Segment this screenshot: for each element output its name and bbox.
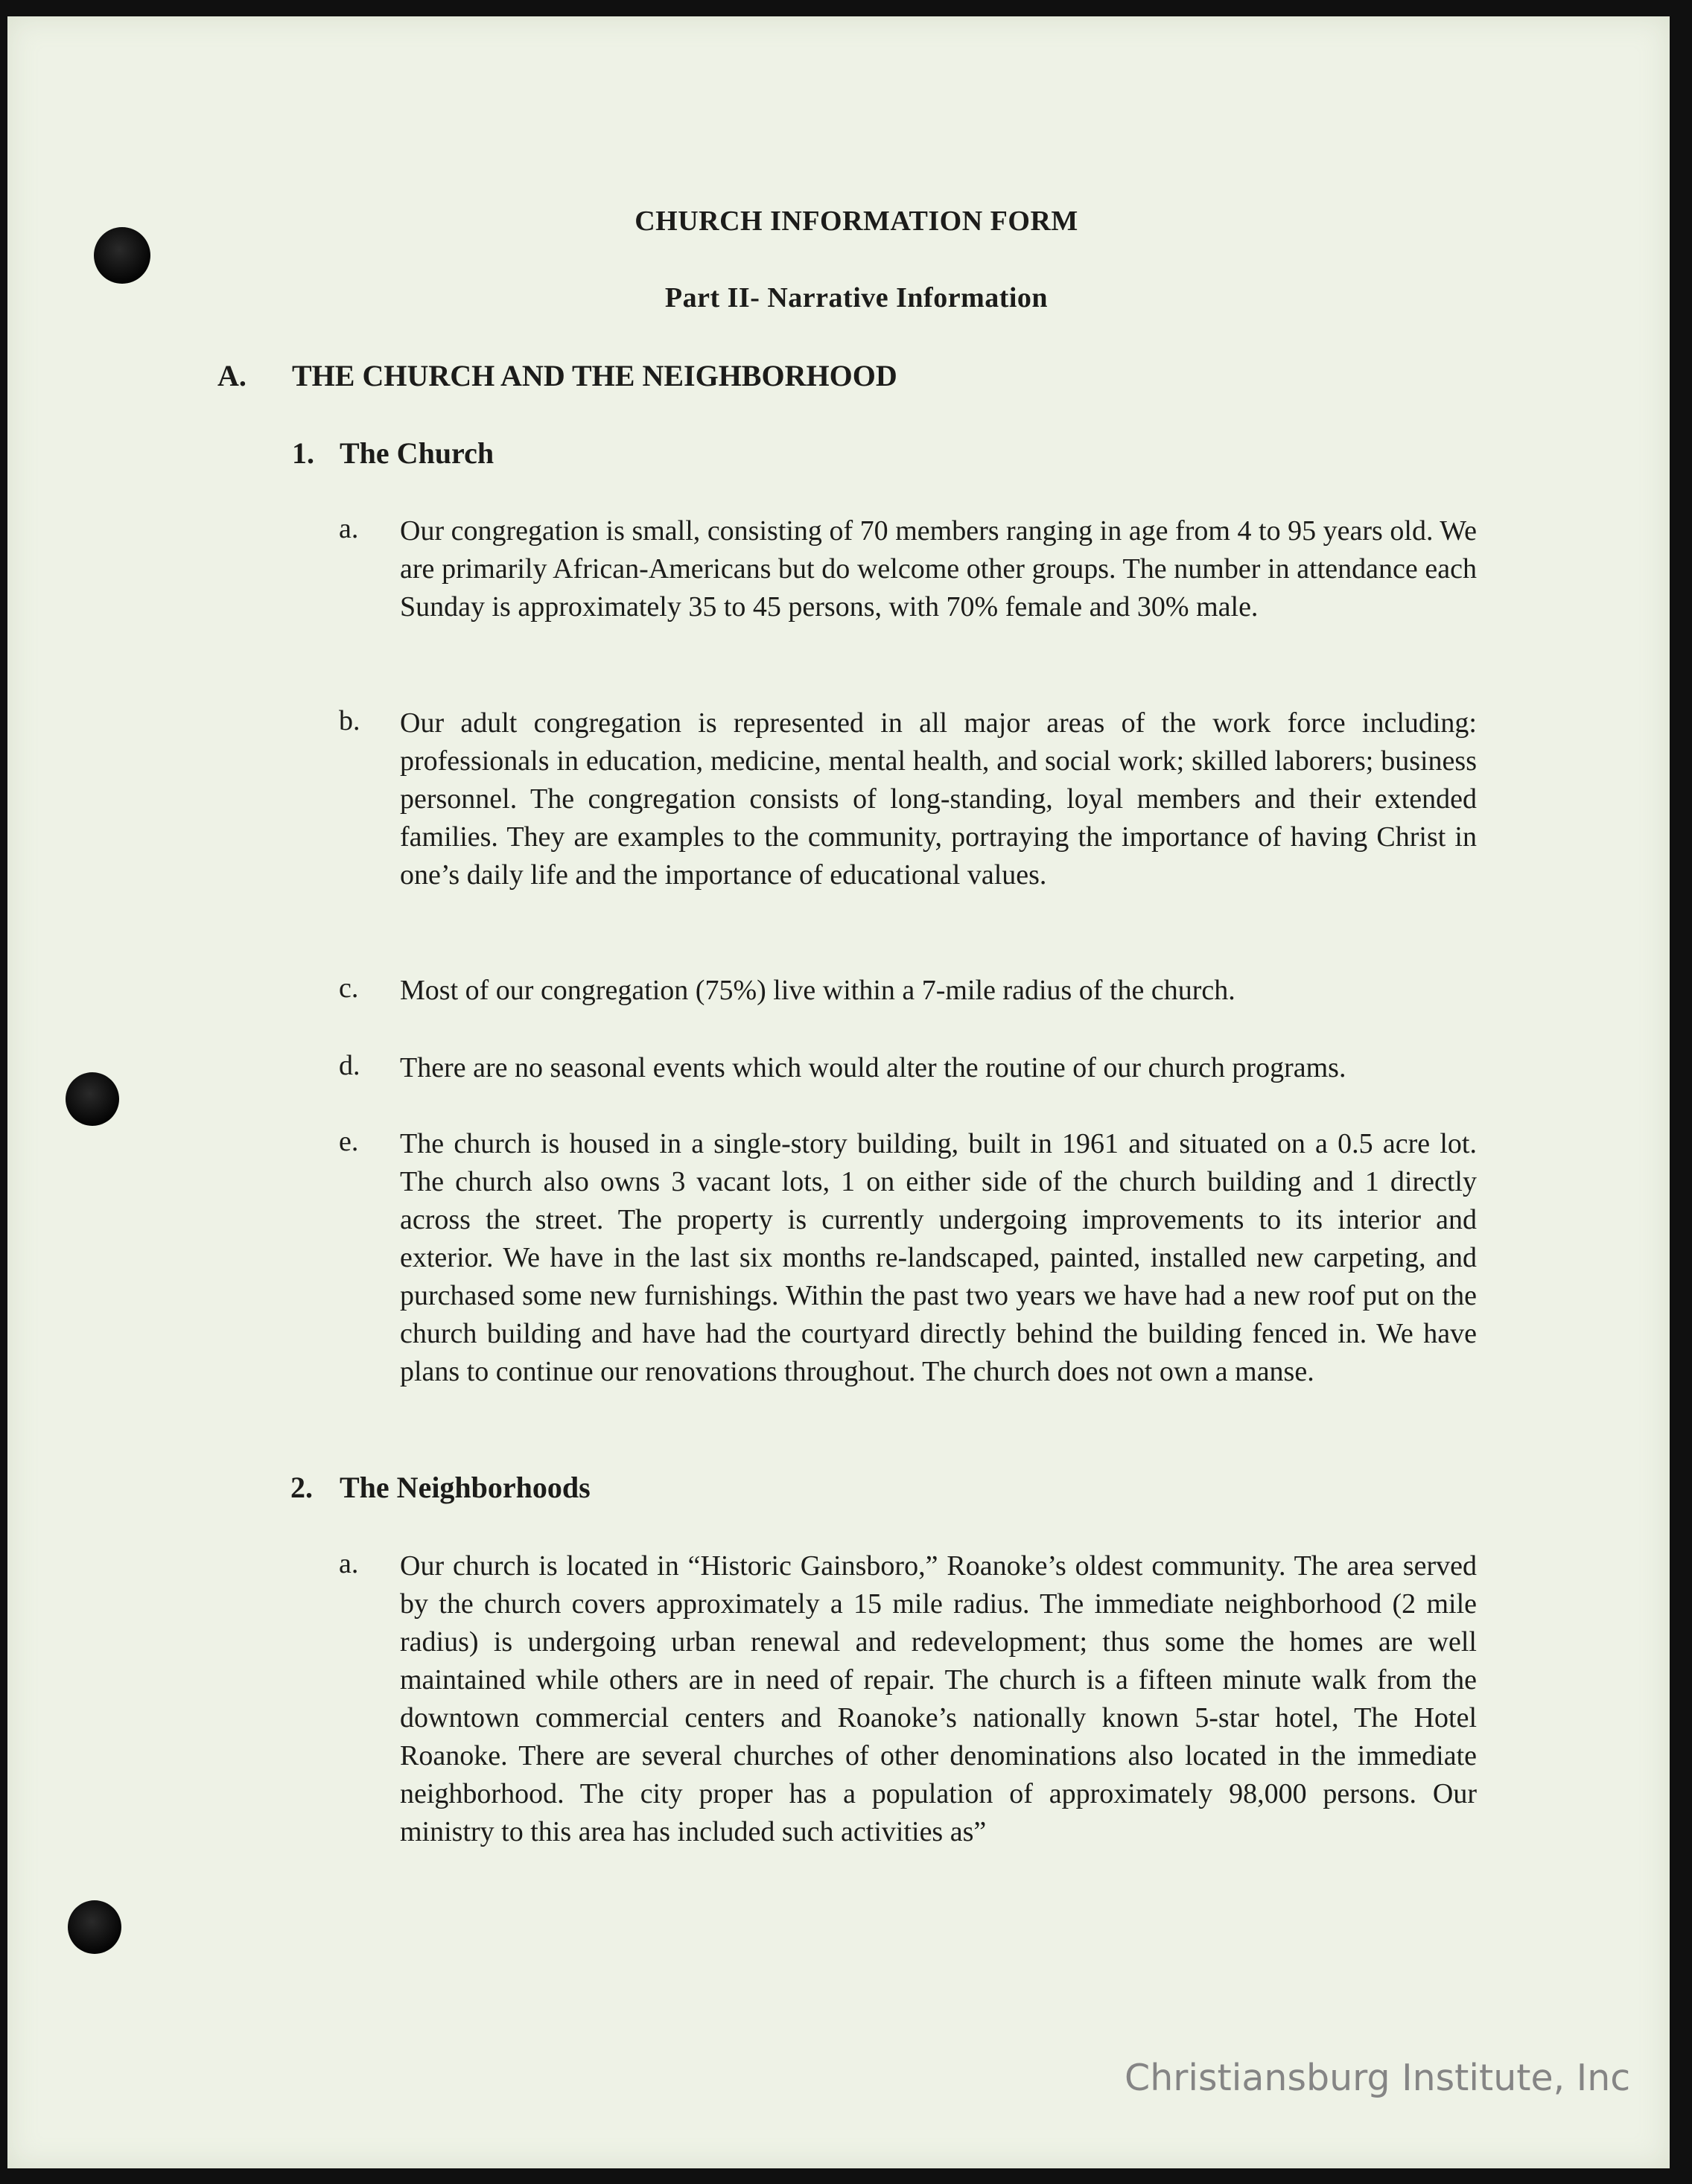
punch-hole-middle	[66, 1072, 119, 1126]
section-a-title: THE CHURCH AND THE NEIGHBORHOOD	[292, 359, 897, 392]
form-title: CHURCH INFORMATION FORM	[634, 206, 1078, 237]
neighborhoods-heading-text: The Neighborhoods	[340, 1471, 591, 1504]
church-item-a-text: Our congregation is small, consisting of 70 members ranging in age from 4 to 95 years old. We are primarily African-Americans but do welcome other groups. The number in attendance each Sunday is approximately 35 to 45 persons, with 70% female and 30% male.	[400, 515, 1477, 623]
church-item-e-letter: e.	[339, 1126, 359, 1157]
neighborhoods-number: 2.	[290, 1471, 313, 1504]
church-number: 1.	[292, 436, 314, 470]
church-item-b-letter: b.	[339, 705, 360, 736]
neighborhoods-item-a-text: Our church is located in “Historic Gainsboro,” Roanoke’s oldest community. The area served by the church covers approximately a 15 mile radius. The immediate neighborhood (2 mile radius) is undergoing urban renewal and redevelopment; thus some the homes are well maintained while others are in need of repair. The church is a fifteen minute walk from the downtown commercial centers and Roanoke’s nationally known 5-star hotel, The Hotel Roanoke. There are several churches of other denominations also located in the immediate neighborhood. The city proper has a population of approximately 98,000 persons. Our ministry to this area has included such activities as”	[400, 1550, 1477, 1847]
church-item-c-text: Most of our congregation (75%) live within a 7-mile radius of the church.	[400, 975, 1235, 1006]
watermark: Christiansburg Institute, Inc	[1125, 2057, 1631, 2099]
church-item-c-letter: c.	[339, 972, 359, 1004]
part-title: Part II- Narrative Information	[664, 282, 1049, 313]
punch-hole-bottom	[68, 1900, 121, 1954]
church-item-a-letter: a.	[339, 513, 359, 544]
section-a-marker: A.	[217, 359, 247, 392]
church-heading-text: The Church	[340, 436, 494, 470]
neighborhoods-item-a-letter: a.	[339, 1548, 359, 1579]
church-item-e-text: The church is housed in a single-story building, built in 1961 and situated on a 0.5 acre lot. The church also owns 3 vacant lots, 1 on either side of the church building and 1 directly across the street. The property is currently undergoing improvements to its interior and exterior. We have in the last six months re-landscaped, painted, installed new carpeting, and purchased some new furnishings. Within the past two years we have had a new roof put on the church building and have had the courtyard directly behind the building fenced in. We have plans to continue our renovations throughout. The church does not own a manse.	[400, 1128, 1477, 1387]
church-item-d-text: There are no seasonal events which would alter the routine of our church programs.	[400, 1052, 1346, 1083]
church-item-d-letter: d.	[339, 1050, 360, 1081]
church-item-b-text: Our adult congregation is represented in all major areas of the work force including: professionals in education, medicine, mental health, and social work; skilled laborers; business personnel. The congregation consists of long-standing, loyal members and their extended families. They are examples to the community, portraying the importance of having Christ in one’s daily life and the importance of educational values.	[400, 707, 1477, 891]
